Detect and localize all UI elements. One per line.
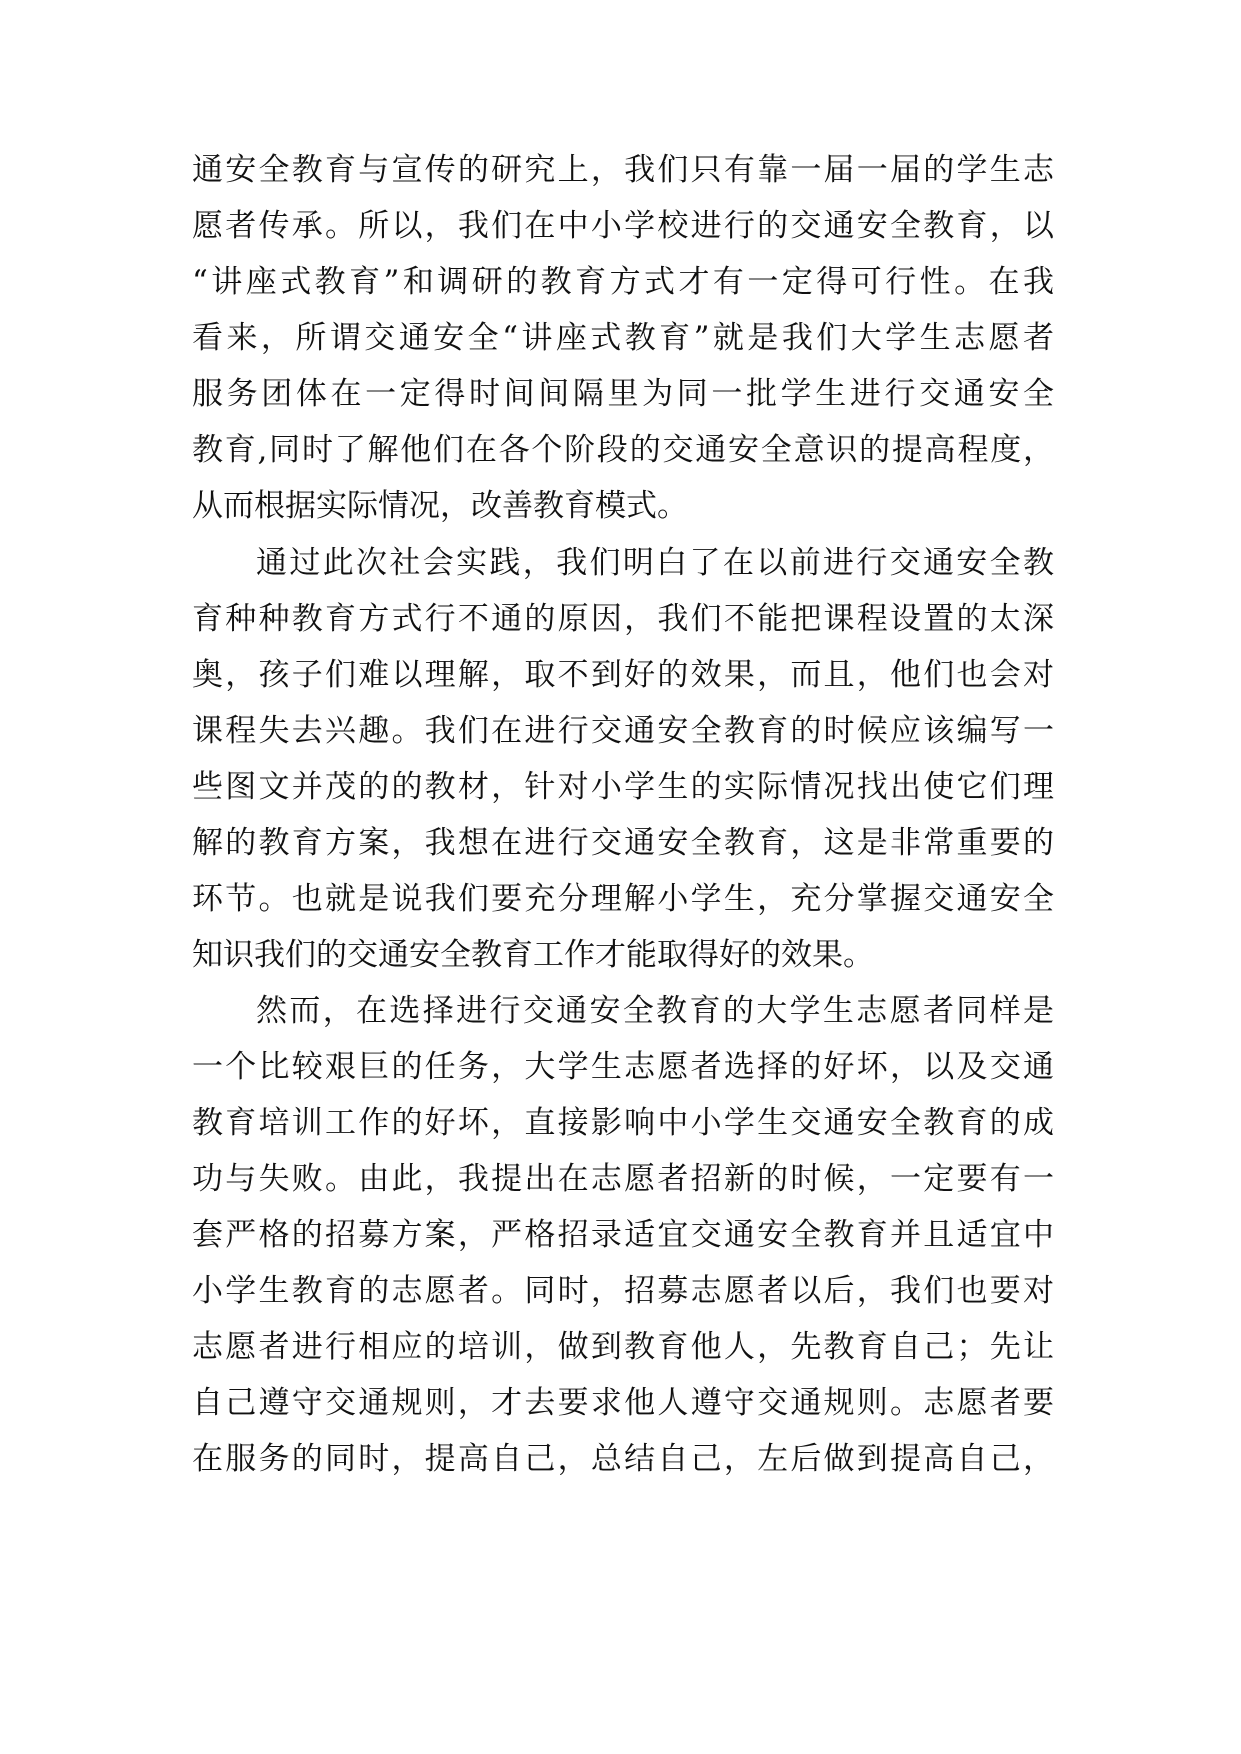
- text-line: 套严格的招募方案，严格招录适宜交通安全教育并且适宜中: [192, 1217, 1054, 1253]
- paragraph-first-line: 通过此次社会实践，我们明白了在以前进行交通安全教: [256, 545, 1054, 581]
- text-line: 些图文并茂的的教材，针对小学生的实际情况找出使它们理: [192, 769, 1054, 805]
- text-line: 在服务的同时，提高自己，总结自己，左后做到提高自己，: [192, 1441, 1054, 1477]
- text-line: 教育培训工作的好坏，直接影响中小学生交通安全教育的成: [192, 1105, 1054, 1141]
- text-line: 环节。也就是说我们要充分理解小学生，充分掌握交通安全: [192, 881, 1054, 917]
- text-line: 课程失去兴趣。我们在进行交通安全教育的时候应该编写一: [192, 713, 1054, 749]
- text-line: 教育,同时了解他们在各个阶段的交通安全意识的提高程度，: [192, 432, 1054, 468]
- text-line: “讲座式教育”和调研的教育方式才有一定得可行性。在我: [192, 264, 1054, 300]
- text-line: 服务团体在一定得时间间隔里为同一批学生进行交通安全: [192, 376, 1054, 412]
- text-line: 通安全教育与宣传的研究上，我们只有靠一届一届的学生志: [192, 152, 1054, 188]
- text-line: 从而根据实际情况，改善教育模式。: [192, 488, 688, 524]
- text-line: 一个比较艰巨的任务，大学生志愿者选择的好坏，以及交通: [192, 1049, 1054, 1085]
- text-line: 知识我们的交通安全教育工作才能取得好的效果。: [192, 937, 874, 973]
- text-line: 育种种教育方式行不通的原因，我们不能把课程设置的太深: [192, 601, 1054, 637]
- text-line: 愿者传承。所以，我们在中小学校进行的交通安全教育，以: [192, 208, 1054, 244]
- text-line: 功与失败。由此，我提出在志愿者招新的时候，一定要有一: [192, 1161, 1054, 1197]
- text-line: 看来，所谓交通安全“讲座式教育”就是我们大学生志愿者: [192, 320, 1054, 356]
- text-line: 解的教育方案，我想在进行交通安全教育，这是非常重要的: [192, 825, 1054, 861]
- text-line: 小学生教育的志愿者。同时，招募志愿者以后，我们也要对: [192, 1273, 1054, 1309]
- text-line: 志愿者进行相应的培训，做到教育他人，先教育自己；先让: [192, 1329, 1054, 1365]
- text-line: 自己遵守交通规则，才去要求他人遵守交通规则。志愿者要: [192, 1385, 1054, 1421]
- text-line: 奥，孩子们难以理解，取不到好的效果，而且，他们也会对: [192, 657, 1054, 693]
- paragraph-first-line: 然而，在选择进行交通安全教育的大学生志愿者同样是: [256, 993, 1054, 1029]
